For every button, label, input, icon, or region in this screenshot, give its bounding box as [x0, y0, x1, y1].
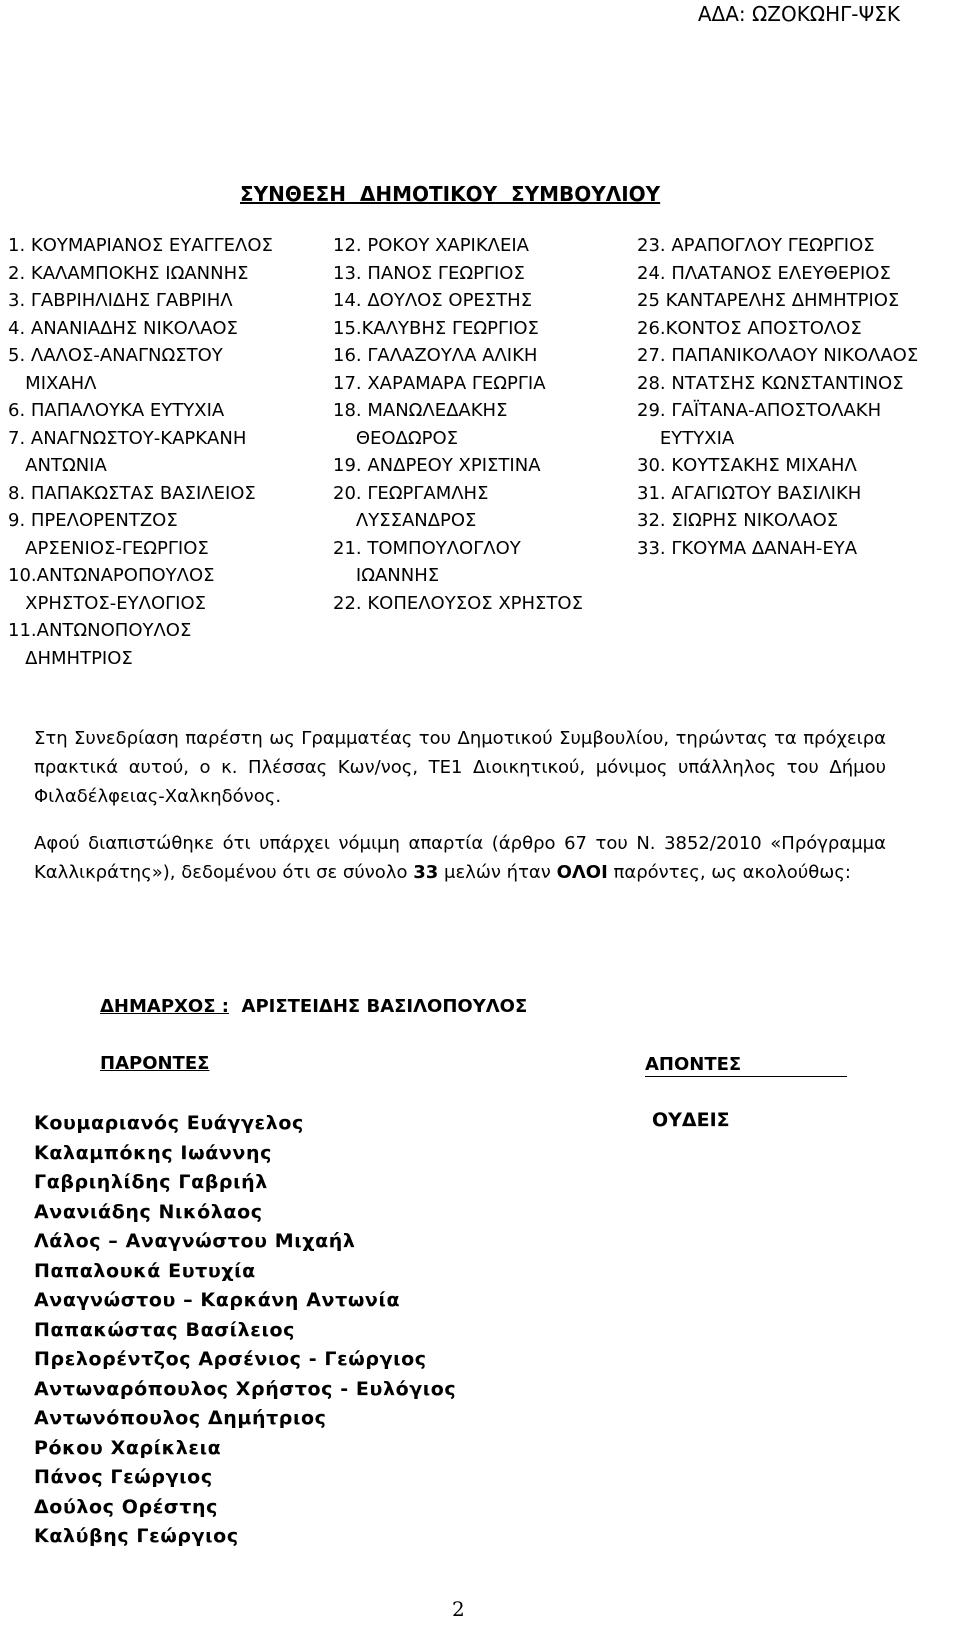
present-member: Αντωνόπουλος Δημήτριος: [34, 1407, 327, 1429]
present-member: Γαβριηλίδης Γαβριήλ: [34, 1171, 268, 1193]
council-member-entry: 7. ΑΝΑΓΝΩΣΤΟΥ-ΚΑΡΚΑΝΗ: [8, 427, 247, 449]
council-member-entry: 32. ΣΙΩΡΗΣ ΝΙΚΟΛΑΟΣ: [637, 510, 839, 531]
council-member-entry: 3. ΓΑΒΡΙΗΛΙΔΗΣ ΓΑΒΡΙΗΛ: [8, 290, 233, 311]
council-member-entry: 21. ΤΟΜΠΟΥΛΟΓΛΟΥ: [333, 537, 521, 559]
secretary-paragraph: Στη Συνεδρίαση παρέστη ως Γραμματέας του Δημοτικού Συμβουλίου, τηρώντας τα πρόχειρα πρακτικά αυτού, ο κ. Πλέσσας Κων/νος, ΤΕ1 Διοικητικού, μόνιμος υπάλληλος του Δήμου Φιλαδέλφειας-Χαλκηδόνος.: [34, 728, 886, 807]
council-member-entry: 1. ΚΟΥΜΑΡΙΑΝΟΣ ΕΥΑΓΓΕΛΟΣ: [8, 235, 273, 256]
quorum-text-before: Αφού διαπιστώθηκε ότι υπάρχει νόμιμη απαρτία (άρθρο 67 του Ν. 3852/2010 «Πρόγραμμα Καλλικράτης»), δεδομένου ότι σε σύνολο: [34, 833, 886, 883]
council-members-column-2: [333, 232, 583, 617]
council-member-entry: 20. ΓΕΩΡΓΑΜΛΗΣ: [333, 482, 489, 504]
council-member-entry: 33. ΓΚΟΥΜΑ ΔΑΝΑΗ-ΕΥΑ: [637, 537, 858, 559]
council-member-entry: ΜΙΧΑΗΛ: [8, 372, 97, 394]
present-member: Αναγνώστου – Καρκάνη Αντωνία: [34, 1289, 401, 1311]
absent-heading: ΑΠΟΝΤΕΣ: [645, 1053, 847, 1077]
ada-code: ΑΔΑ: ΩΖΟΚΩΗΓ-ΨΣΚ: [697, 2, 900, 26]
present-member: Αντωναρόπουλος Χρήστος - Ευλόγιος: [34, 1377, 457, 1400]
council-member-entry: 13. ΠΑΝΟΣ ΓΕΩΡΓΙΟΣ: [333, 262, 525, 284]
council-members-column-1: [8, 232, 273, 672]
council-member-entry: 22. ΚΟΠΕΛΟΥΣΟΣ ΧΡΗΣΤΟΣ: [333, 592, 583, 614]
mayor-line: [100, 996, 527, 1017]
council-member-entry: 6. ΠΑΠΑΛΟΥΚΑ ΕΥΤΥΧΙΑ: [8, 400, 225, 421]
council-member-entry: ΑΝΤΩΝΙΑ: [8, 455, 107, 476]
present-member: Παπαλουκά Ευτυχία: [34, 1259, 256, 1282]
council-member-entry: 29. ΓΑΪΤΑΝΑ-ΑΠΟΣΤΟΛΑΚΗ: [637, 400, 882, 421]
quorum-text-middle: μελών ήταν: [438, 862, 557, 883]
council-member-entry: 8. ΠΑΠΑΚΩΣΤΑΣ ΒΑΣΙΛΕΙΟΣ: [8, 482, 256, 504]
council-member-entry: 11.ΑΝΤΩΝΟΠΟΥΛΟΣ: [8, 620, 192, 641]
council-member-entry: 31. ΑΓΑΓΙΩΤΟΥ ΒΑΣΙΛΙΚΗ: [637, 482, 862, 504]
council-member-entry: 26.ΚΟΝΤΟΣ ΑΠΟΣΤΟΛΟΣ: [637, 317, 862, 339]
council-member-entry: 15.ΚΑΛΥΒΗΣ ΓΕΩΡΓΙΟΣ: [333, 317, 539, 339]
council-member-entry: ΛΥΣΣΑΝΔΡΟΣ: [333, 510, 477, 531]
council-member-entry: 17. ΧΑΡΑΜΑΡΑ ΓΕΩΡΓΙΑ: [333, 372, 546, 394]
present-heading: ΠΑΡΟΝΤΕΣ: [100, 1053, 210, 1074]
council-members-column-3: [637, 232, 918, 562]
quorum-text-after: παρόντες, ως ακολούθως:: [607, 862, 851, 883]
council-member-entry: 10.ΑΝΤΩΝΑΡΟΠΟΥΛΟΣ: [8, 565, 215, 586]
present-member: Καλύβης Γεώργιος: [34, 1525, 239, 1547]
absent-value: ΟΥΔΕΙΣ: [652, 1109, 730, 1131]
present-member: Πάνος Γεώργιος: [34, 1466, 213, 1488]
present-member: Δούλος Ορέστης: [34, 1495, 218, 1518]
council-member-entry: 27. ΠΑΠΑΝΙΚΟΛΑΟΥ ΝΙΚΟΛΑΟΣ: [637, 345, 919, 366]
council-member-entry: 24. ΠΛΑΤΑΝΟΣ ΕΛΕΥΘΕΡΙΟΣ: [637, 262, 891, 284]
council-member-entry: 16. ΓΑΛΑΖΟΥΛΑ ΑΛΙΚΗ: [333, 345, 538, 366]
council-member-entry: ΑΡΣΕΝΙΟΣ-ΓΕΩΡΓΙΟΣ: [8, 537, 209, 559]
council-member-entry: 12. ΡΟΚΟΥ ΧΑΡΙΚΛΕΙΑ: [333, 235, 529, 256]
council-member-entry: 9. ΠΡΕΛΟΡΕΝΤΖΟΣ: [8, 510, 178, 531]
council-member-entry: ΘΕΟΔΩΡΟΣ: [333, 427, 459, 449]
all-present-word: ΟΛΟΙ: [556, 862, 608, 883]
present-member: Παπακώστας Βασίλειος: [34, 1318, 295, 1341]
council-member-entry: 4. ΑΝΑΝΙΑΔΗΣ ΝΙΚΟΛΑΟΣ: [8, 317, 238, 339]
council-member-entry: 2. ΚΑΛΑΜΠΟΚΗΣ ΙΩΑΝΝΗΣ: [8, 262, 249, 284]
mayor-name: ΑΡΙΣΤΕΙΔΗΣ ΒΑΣΙΛΟΠΟΥΛΟΣ: [241, 996, 528, 1017]
council-member-entry: 19. ΑΝΔΡΕΟΥ ΧΡΙΣΤΙΝΑ: [333, 455, 541, 476]
council-member-entry: 25 ΚΑΝΤΑΡΕΛΗΣ ΔΗΜΗΤΡΙΟΣ: [637, 290, 900, 311]
council-member-entry: ΕΥΤΥΧΙΑ: [637, 427, 735, 449]
page-number: 2: [452, 1597, 465, 1621]
council-member-entry: 5. ΛΑΛΟΣ-ΑΝΑΓΝΩΣΤΟΥ: [8, 345, 223, 366]
mayor-label: ΔΗΜΑΡΧΟΣ :: [100, 996, 229, 1017]
council-member-entry: ΔΗΜΗΤΡΙΟΣ: [8, 647, 133, 669]
present-member: Ρόκου Χαρίκλεια: [34, 1436, 222, 1459]
present-member: Καλαμπόκης Ιωάννης: [34, 1141, 272, 1164]
present-members-list: [34, 1109, 456, 1552]
present-member: Ανανιάδης Νικόλαος: [34, 1200, 263, 1223]
council-member-entry: 30. ΚΟΥΤΣΑΚΗΣ ΜΙΧΑΗΛ: [637, 455, 857, 476]
council-member-entry: ΧΡΗΣΤΟΣ-ΕΥΛΟΓΙΟΣ: [8, 592, 207, 614]
quorum-paragraph: [34, 829, 886, 887]
council-member-entry: 14. ΔΟΥΛΟΣ ΟΡΕΣΤΗΣ: [333, 290, 533, 311]
council-member-entry: ΙΩΑΝΝΗΣ: [333, 565, 440, 586]
council-member-entry: 28. ΝΤΑΤΣΗΣ ΚΩΝΣΤΑΝΤΙΝΟΣ: [637, 372, 904, 394]
council-member-entry: 23. ΑΡΑΠΟΓΛΟΥ ΓΕΩΡΓΙΟΣ: [637, 235, 875, 256]
present-member: Πρελορέντζος Αρσένιος - Γεώργιος: [34, 1348, 427, 1370]
present-member: Κουμαριανός Ευάγγελος: [34, 1112, 304, 1134]
document-title: ΣΥΝΘΕΣΗ ΔΗΜΟΤΙΚΟΥ ΣΥΜΒΟΥΛΙΟΥ: [240, 182, 661, 206]
present-member: Λάλος – Αναγνώστου Μιχαήλ: [34, 1230, 356, 1252]
council-member-entry: 18. ΜΑΝΩΛΕΔΑΚΗΣ: [333, 400, 508, 421]
member-count: 33: [413, 862, 439, 883]
